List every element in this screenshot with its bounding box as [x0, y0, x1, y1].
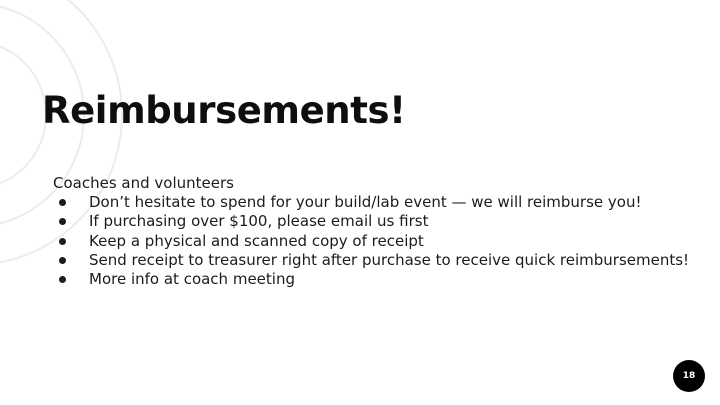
bullet-list [53, 193, 693, 289]
bullet-text: Don’t hesitate to spend for your build/lab event — we will reimburse you! [89, 193, 642, 212]
bullet-item [53, 232, 693, 251]
bullet-text: More info at coach meeting [89, 270, 295, 289]
bullet-item [53, 193, 693, 212]
bullet-dot-icon [59, 218, 66, 225]
bullet-item [53, 212, 693, 231]
page-number-badge: 18 [673, 360, 705, 392]
slide-title: Reimbursements! [42, 89, 406, 132]
bullet-text: If purchasing over $100, please email us first [89, 212, 429, 231]
bullet-text: Keep a physical and scanned copy of receipt [89, 231, 424, 250]
slide-body [53, 174, 693, 289]
bullet-item [53, 251, 693, 270]
ring-inner [0, 41, 46, 189]
bullet-dot-icon [59, 238, 66, 245]
intro-text: Coaches and volunteers [53, 174, 234, 192]
bullet-dot-icon [59, 199, 66, 206]
bullet-dot-icon [59, 276, 66, 283]
bullet-dot-icon [59, 257, 66, 264]
bullet-text: Send receipt to treasurer right after purchase to receive quick reimbursements! [89, 250, 690, 269]
bullet-item [53, 270, 693, 289]
